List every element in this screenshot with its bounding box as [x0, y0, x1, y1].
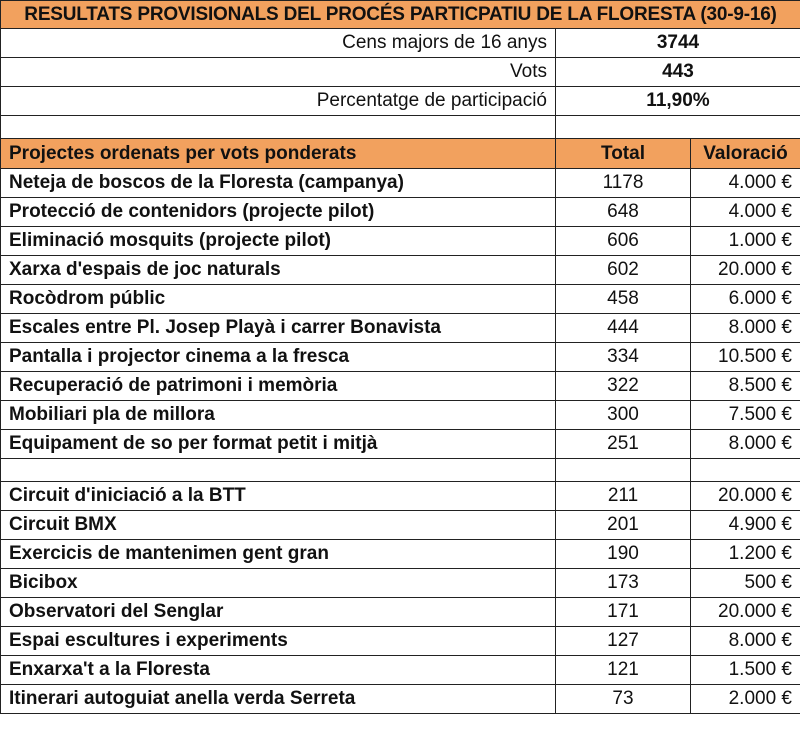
project-name: Circuit d'iniciació a la BTT	[1, 482, 556, 511]
summary-label: Percentatge de participació	[1, 87, 556, 116]
summary-row	[1, 87, 800, 116]
table-row	[1, 430, 800, 459]
project-total: 1178	[556, 169, 691, 198]
project-valoracio: 1.500 €	[691, 656, 800, 685]
page-title: RESULTATS PROVISIONALS DEL PROCÉS PARTICPATIU DE LA FLORESTA (30-9-16)	[1, 1, 800, 29]
table-row	[1, 343, 800, 372]
project-name: Recuperació de patrimoni i memòria	[1, 372, 556, 401]
project-total: 73	[556, 685, 691, 714]
project-total: 602	[556, 256, 691, 285]
project-total: 127	[556, 627, 691, 656]
table-row	[1, 598, 800, 627]
project-name: Neteja de boscos de la Floresta (campanya)	[1, 169, 556, 198]
table-row	[1, 285, 800, 314]
project-name: Protecció de contenidors (projecte pilot)	[1, 198, 556, 227]
project-name: Espai escultures i experiments	[1, 627, 556, 656]
empty-cell	[556, 116, 800, 139]
table-row	[1, 401, 800, 430]
table-row	[1, 482, 800, 511]
project-name: Equipament de so per format petit i mitjà	[1, 430, 556, 459]
empty-cell	[691, 459, 800, 482]
project-total: 648	[556, 198, 691, 227]
project-total: 444	[556, 314, 691, 343]
project-name: Eliminació mosquits (projecte pilot)	[1, 227, 556, 256]
table-row	[1, 511, 800, 540]
project-name: Pantalla i projector cinema a la fresca	[1, 343, 556, 372]
project-valoracio: 4.900 €	[691, 511, 800, 540]
project-valoracio: 20.000 €	[691, 482, 800, 511]
project-total: 300	[556, 401, 691, 430]
column-header-valoracio: Valoració	[691, 139, 800, 169]
table-row	[1, 540, 800, 569]
project-name: Itinerari autoguiat anella verda Serreta	[1, 685, 556, 714]
project-total: 458	[556, 285, 691, 314]
project-valoracio: 8.500 €	[691, 372, 800, 401]
project-total: 201	[556, 511, 691, 540]
project-total: 322	[556, 372, 691, 401]
table-row	[1, 256, 800, 285]
summary-label: Cens majors de 16 anys	[1, 29, 556, 58]
project-valoracio: 8.000 €	[691, 314, 800, 343]
summary-row	[1, 58, 800, 87]
table-row	[1, 627, 800, 656]
project-valoracio: 7.500 €	[691, 401, 800, 430]
table-row	[1, 372, 800, 401]
project-name: Bicibox	[1, 569, 556, 598]
project-total: 190	[556, 540, 691, 569]
table-row	[1, 569, 800, 598]
project-valoracio: 2.000 €	[691, 685, 800, 714]
project-valoracio: 8.000 €	[691, 430, 800, 459]
table-row	[1, 314, 800, 343]
project-valoracio: 8.000 €	[691, 627, 800, 656]
summary-value: 443	[556, 58, 800, 87]
project-name: Mobiliari pla de millora	[1, 401, 556, 430]
table-row	[1, 169, 800, 198]
summary-value: 11,90%	[556, 87, 800, 116]
project-total: 211	[556, 482, 691, 511]
summary-label: Vots	[1, 58, 556, 87]
table-row	[1, 685, 800, 714]
empty-cell	[1, 116, 556, 139]
table-row	[1, 227, 800, 256]
project-valoracio: 4.000 €	[691, 198, 800, 227]
project-name: Rocòdrom públic	[1, 285, 556, 314]
project-total: 251	[556, 430, 691, 459]
project-total: 334	[556, 343, 691, 372]
column-header-project: Projectes ordenats per vots ponderats	[1, 139, 556, 169]
project-valoracio: 6.000 €	[691, 285, 800, 314]
project-name: Enxarxa't a la Floresta	[1, 656, 556, 685]
project-valoracio: 1.000 €	[691, 227, 800, 256]
project-valoracio: 1.200 €	[691, 540, 800, 569]
summary-value: 3744	[556, 29, 800, 58]
table-row	[1, 656, 800, 685]
project-total: 606	[556, 227, 691, 256]
table-row	[1, 198, 800, 227]
project-valoracio: 20.000 €	[691, 256, 800, 285]
column-header-total: Total	[556, 139, 691, 169]
project-total: 171	[556, 598, 691, 627]
project-valoracio: 10.500 €	[691, 343, 800, 372]
project-valoracio: 4.000 €	[691, 169, 800, 198]
summary-row	[1, 29, 800, 58]
empty-cell	[1, 459, 556, 482]
project-total: 173	[556, 569, 691, 598]
empty-cell	[556, 459, 691, 482]
blank-row	[1, 459, 800, 482]
project-name: Xarxa d'espais de joc naturals	[1, 256, 556, 285]
project-name: Circuit BMX	[1, 511, 556, 540]
project-valoracio: 20.000 €	[691, 598, 800, 627]
table-header-row	[1, 139, 800, 169]
project-name: Observatori del Senglar	[1, 598, 556, 627]
project-name: Escales entre Pl. Josep Playà i carrer Bonavista	[1, 314, 556, 343]
spacer-row	[1, 116, 800, 139]
project-total: 121	[556, 656, 691, 685]
project-name: Exercicis de mantenimen gent gran	[1, 540, 556, 569]
project-valoracio: 500 €	[691, 569, 800, 598]
title-row	[1, 1, 800, 29]
